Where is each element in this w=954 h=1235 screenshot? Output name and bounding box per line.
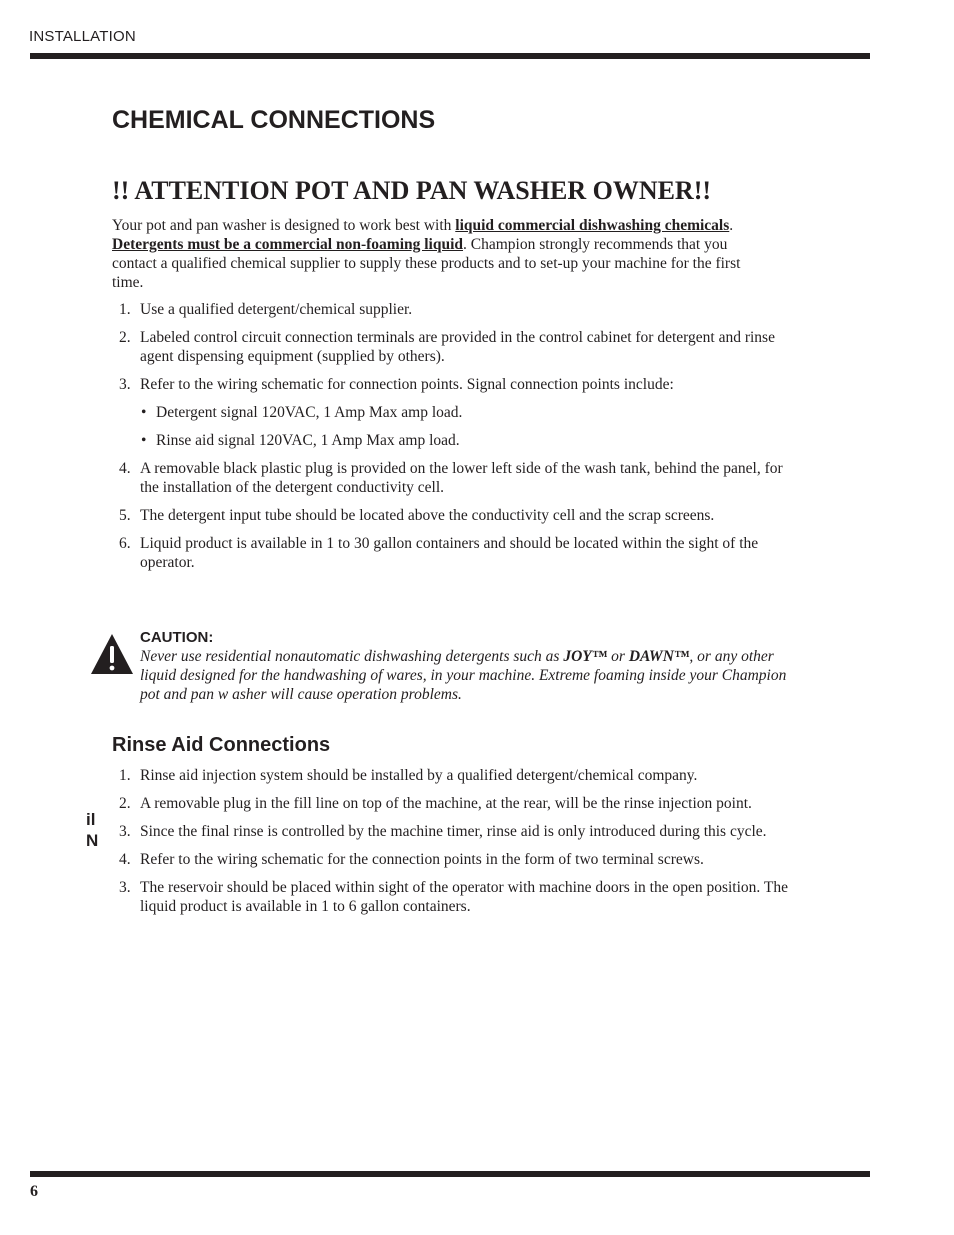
list-item <box>112 822 792 841</box>
list-item-text: A removable black plastic plug is provided on the lower left side of the wash tank, behind the panel, for the installation of the detergent conductivity cell. <box>140 460 783 496</box>
list-item-text: Detergent signal 120VAC, 1 Amp Max amp load. <box>156 404 463 421</box>
bullet: • <box>141 432 147 449</box>
list-item-text: Rinse aid signal 120VAC, 1 Amp Max amp load. <box>156 432 460 449</box>
intro-emphasis-chemicals: liquid commercial dishwashing chemicals <box>455 217 730 234</box>
list-number: 5. <box>119 507 131 524</box>
list-item <box>112 850 792 869</box>
attention-heading: !! ATTENTION POT AND PAN WASHER OWNER!! <box>112 176 712 205</box>
intro-text-1: Your pot and pan washer is designed to work best with <box>112 217 456 234</box>
list-number: 3. <box>119 879 131 896</box>
margin-mark-line: N <box>86 831 99 850</box>
caution-text <box>140 647 790 704</box>
chemical-connections-list <box>112 300 792 581</box>
intro-text-3: . Champion strongly recommends that you contact a qualified chemical supplier to supply these products and to set-up your machine for the first time. <box>112 236 741 291</box>
list-item-text: The reservoir should be placed within sight of the operator with machine doors in the open position. The liquid product is available in 1 to 6 gallon containers. <box>140 879 788 915</box>
list-number: 1. <box>119 301 131 318</box>
list-item <box>112 766 792 785</box>
list-item-text: Liquid product is available in 1 to 30 gallon containers and should be located within the sight of the operator. <box>140 535 759 571</box>
list-number: 6. <box>119 535 131 552</box>
list-item <box>112 375 792 394</box>
rinse-aid-heading: Rinse Aid Connections <box>112 734 331 756</box>
list-item-text: Since the final rinse is controlled by the machine timer, rinse aid is only introduced during this cycle. <box>140 823 767 840</box>
list-item-text: Rinse aid injection system should be installed by a qualified detergent/chemical company. <box>140 767 698 784</box>
margin-mark-line: il <box>86 810 96 829</box>
list-subitem <box>112 431 792 450</box>
warning-triangle-icon <box>90 632 134 676</box>
list-item <box>112 459 792 497</box>
intro-paragraph <box>112 216 762 292</box>
list-item-text: The detergent input tube should be located above the conductivity cell and the scrap screens. <box>140 507 715 524</box>
list-number: 1. <box>119 767 131 784</box>
list-number: 2. <box>119 795 131 812</box>
list-item <box>112 328 792 366</box>
list-item <box>112 794 792 813</box>
section-label: INSTALLATION <box>29 28 136 45</box>
caution-text-1: Never use residential nonautomatic dishwashing detergents such as <box>140 648 564 665</box>
caution-text-2: or <box>607 648 629 665</box>
rinse-aid-list <box>112 766 792 925</box>
list-item <box>112 300 792 319</box>
margin-mark <box>86 809 98 851</box>
list-number: 4. <box>119 851 131 868</box>
header-rule <box>30 53 870 59</box>
list-item <box>112 878 792 916</box>
list-item-text: Refer to the wiring schematic for connection points. Signal connection points include: <box>140 376 674 393</box>
list-item <box>112 506 792 525</box>
list-item <box>112 534 792 572</box>
page-number: 6 <box>30 1183 38 1200</box>
list-item-text: Use a qualified detergent/chemical supplier. <box>140 301 413 318</box>
brand-joy: JOY™ <box>563 648 608 665</box>
intro-emphasis-detergents: Detergents must be a commercial non-foaming liquid <box>112 236 464 253</box>
list-item-text: A removable plug in the fill line on top of the machine, at the rear, will be the rinse injection point. <box>140 795 752 812</box>
brand-dawn: DAWN™ <box>628 648 690 665</box>
list-subitem <box>112 403 792 422</box>
footer-rule <box>30 1171 870 1177</box>
list-item-text: Refer to the wiring schematic for the connection points in the form of two terminal screws. <box>140 851 704 868</box>
list-item-text: Labeled control circuit connection terminals are provided in the control cabinet for detergent and rinse agent dispensing equipment (supplied by others). <box>140 329 775 365</box>
list-number: 3. <box>119 376 131 393</box>
caution-text-3: , or any other liquid designed for the handwashing of wares, in your machine. Extreme foaming inside your Champion pot and pan w asher will cause operation problems. <box>140 648 787 703</box>
bullet: • <box>141 404 147 421</box>
caution-title: CAUTION: <box>140 629 214 646</box>
page-title: CHEMICAL CONNECTIONS <box>112 106 436 134</box>
intro-text-2: . <box>729 217 734 234</box>
list-number: 2. <box>119 329 131 346</box>
list-number: 4. <box>119 460 131 477</box>
list-number: 3. <box>119 823 131 840</box>
